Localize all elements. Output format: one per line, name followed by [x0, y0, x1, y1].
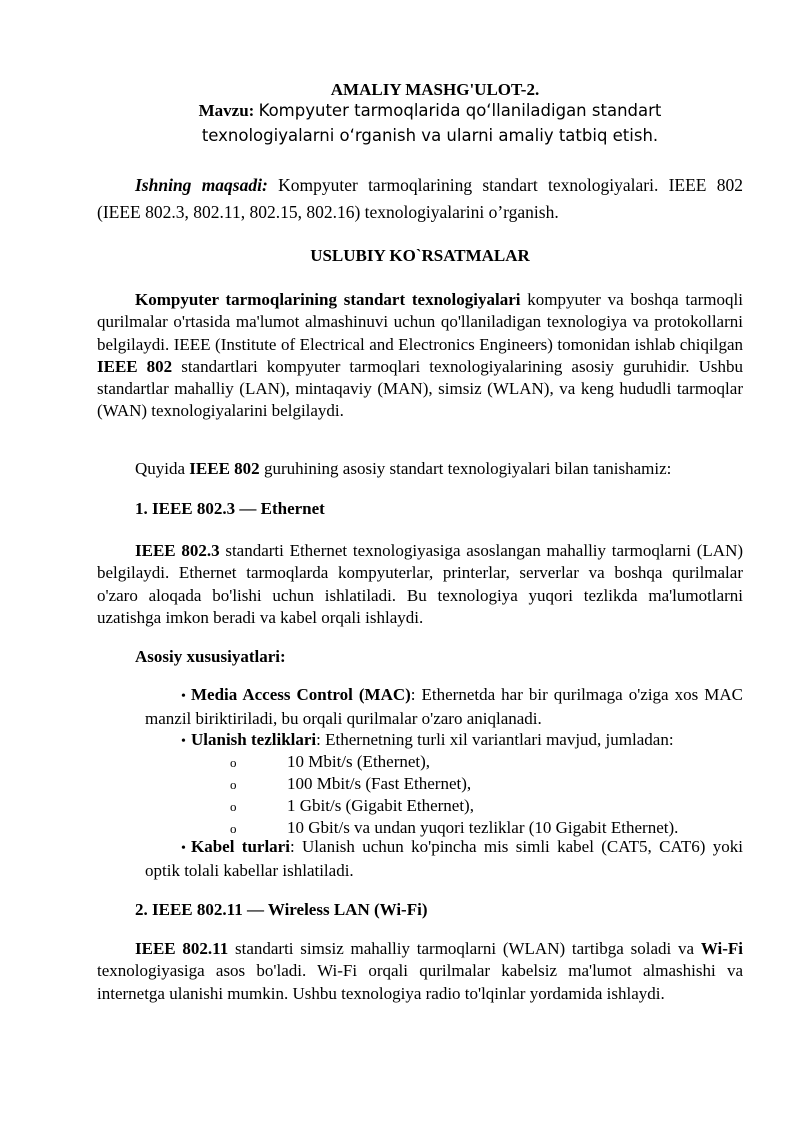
topic-line	[150, 98, 710, 148]
overview-text-a: Quyida	[135, 459, 190, 478]
bullet-speeds	[145, 729, 743, 753]
topic-text-line1: Kompyuter tarmoqlarida qo‘llaniladigan standart	[258, 101, 662, 120]
intro-bold-lead: Kompyuter tarmoqlarining standart texnologiyalari	[135, 290, 521, 309]
intro-bold-mid: IEEE 802	[97, 356, 173, 376]
topic-label: Mavzu:	[198, 101, 255, 120]
section2-heading: 2. IEEE 802.11 — Wireless LAN (Wi-Fi)	[135, 900, 428, 919]
features-heading: Asosiy xususiyatlari:	[135, 647, 286, 666]
sub-bullet-glyph: o	[230, 777, 237, 792]
section1-heading: 1. IEEE 802.3 — Ethernet	[135, 499, 325, 518]
speed-item	[230, 773, 750, 796]
section2-para-text2: texnologiyasiga asos bo'ladi. Wi-Fi orqali qurilmalar kabelsiz ma'lumot almashishi va internetga ulanishi mumkin. Ushbu texnologiya radio to'lqinlar yordamida ishlaydi.	[97, 961, 743, 1003]
section1-para-text: standarti Ethernet texnologiyasiga asoslangan mahalliy tarmoqlarni (LAN) belgilaydi. Ethernet tarmoqlarda kompyuterlar, printerlar, serverlar va boshqa qurilmalar o'zaro aloqada bo'lishi uchun ishlatiladi. Bu texnologiya yuqori tezlikda ma'lumotlarni uzatishga imkon beradi va kabel orqali ishlaydi.	[97, 541, 744, 627]
sub-bullet-glyph: o	[230, 821, 237, 836]
bullet-cables-bold: Kabel turlari	[191, 837, 290, 856]
section2-para-text1: standarti simsiz mahalliy tarmoqlarni (WLAN) tartibga soladi va	[228, 939, 701, 958]
overview-text-b: guruhining asosiy standart texnologiyalari bilan tanishamiz:	[259, 459, 672, 478]
intro-text-a: kompyuter va boshqa tarmoqli qurilmalar o'rtasida ma'lumot almashinuvi uchun qo'llaniladigan texnologiya va protokollarni belgilaydi. IEEE (Institute of Electrical and Electronics Engineers) tomonidan ishlab chiqilgan	[97, 290, 743, 354]
bullet-mac-text: : Ethernetda har bir qurilmaga o'ziga xos MAC manzil biriktiriladi, bu orqali qurilmalar o'zaro aniqlanadi.	[145, 685, 743, 729]
bullet-cables	[145, 836, 743, 883]
overview-bold: IEEE 802	[189, 459, 260, 478]
section1-para-bold: IEEE 802.3	[135, 541, 220, 560]
bullet-glyph: •	[181, 734, 186, 749]
speed-item	[230, 751, 750, 774]
bullet-speeds-text: : Ethernetning turli xil variantlari mavjud, jumladan:	[316, 730, 674, 749]
section2-paragraph	[97, 938, 743, 1005]
goal-label: Ishning maqsadi:	[135, 175, 268, 195]
speed-item-text: 10 Mbit/s (Ethernet),	[287, 752, 431, 771]
speed-item-text: 10 Gbit/s va undan yuqori tezliklar (10 Gigabit Ethernet).	[287, 818, 679, 837]
bullet-glyph: •	[181, 841, 186, 856]
section-heading: USLUBIY KO`RSATMALAR	[310, 246, 530, 265]
overview-paragraph	[97, 458, 743, 480]
intro-paragraph	[97, 289, 743, 423]
bullet-mac	[145, 684, 743, 731]
bullet-cables-text: : Ulanish uchun ko'pincha mis simli kabel (CAT5, CAT6) yoki optik tolali kabellar ishlatiladi.	[145, 837, 743, 881]
section2-para-bold2: Wi-Fi	[700, 939, 743, 958]
speed-item-text: 1 Gbit/s (Gigabit Ethernet),	[287, 796, 474, 815]
bullet-speeds-bold: Ulanish tezliklari	[191, 730, 317, 749]
topic-text-line2: texnologiyalarni o‘rganish va ularni amaliy tatbiq etish.	[201, 126, 659, 145]
sub-bullet-glyph: o	[230, 755, 237, 770]
speed-item	[230, 795, 750, 818]
document-title: AMALIY MASHG'ULOT-2.	[330, 80, 540, 99]
section2-para-bold1: IEEE 802.11	[135, 939, 229, 958]
intro-text-b: standartlari kompyuter tarmoqlari texnologiyalarining asosiy guruhidir. Ushbu standartlar mahalliy (LAN), mintaqaviy (MAN), simsiz (WLAN), va keng hududli tarmoqlar (WAN) texnologiyalarini belgilaydi.	[97, 356, 743, 421]
bullet-glyph: •	[181, 689, 186, 704]
sub-bullet-glyph: o	[230, 799, 237, 814]
goal-paragraph	[97, 172, 743, 226]
goal-text: Kompyuter tarmoqlarining standart texnologiyalari. IEEE 802 (IEEE 802.3, 802.11, 802.15, 802.16) texnologiyalarini o’rganish.	[97, 175, 743, 222]
bullet-mac-bold: Media Access Control (MAC)	[191, 685, 411, 704]
speed-item-text: 100 Mbit/s (Fast Ethernet),	[287, 774, 472, 793]
section1-paragraph	[97, 540, 743, 629]
